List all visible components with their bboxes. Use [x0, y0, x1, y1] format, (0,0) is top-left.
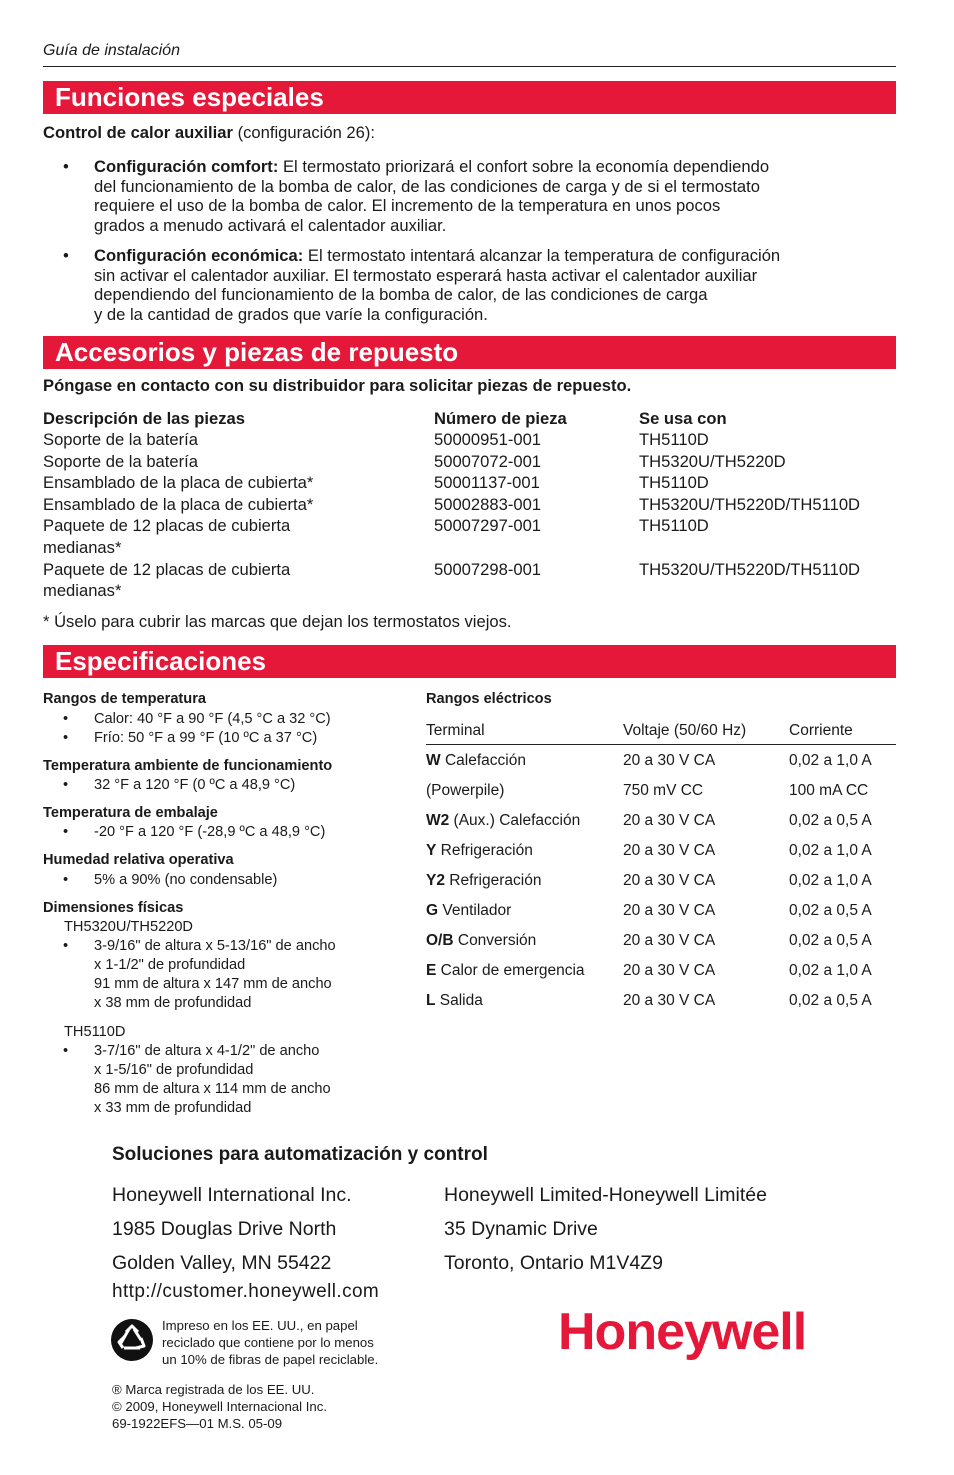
address-line: Toronto, Ontario M1V4Z9 — [444, 1252, 663, 1274]
aux-heat-label: Control de calor auxiliar — [43, 123, 233, 142]
legal-line: ® Marca registrada de los EE. UU. — [112, 1382, 315, 1397]
part-desc: Ensamblado de la placa de cubierta* — [43, 494, 314, 514]
table-row — [426, 992, 896, 1022]
bullet-dot: • — [63, 777, 69, 793]
elec-current: 0,02 a 1,0 A — [789, 962, 872, 979]
parts-header-usedwith: Se usa con — [639, 409, 727, 428]
dim-line: 86 mm de altura x 114 mm de ancho — [94, 1081, 331, 1097]
table-row — [426, 962, 896, 992]
elec-terminal — [426, 842, 533, 860]
bullet-comfort — [94, 157, 899, 235]
elec-key: W2 — [426, 812, 450, 829]
elec-header-divider — [426, 744, 896, 745]
honeywell-logo: Honeywell — [558, 1303, 807, 1361]
elec-voltage: 750 mV CC — [623, 782, 704, 799]
part-desc: Soporte de la batería — [43, 430, 198, 449]
elec-terminal — [426, 812, 580, 830]
bullet-economica-line: El termostato intentará alcanzar la temperatura de configuración — [303, 246, 781, 265]
elec-label: Refrigeración — [444, 872, 542, 889]
spec-model-1: TH5320U/TH5220D — [64, 919, 193, 935]
table-row — [426, 902, 896, 932]
part-number: 50007298-001 — [434, 559, 542, 579]
bullet-economica-label: Configuración económica: — [94, 246, 304, 265]
elec-voltage: 20 a 30 V CA — [623, 812, 716, 829]
table-row — [426, 752, 896, 782]
part-desc: medianas* — [43, 581, 122, 601]
elec-terminal — [426, 782, 504, 800]
table-row — [426, 932, 896, 962]
spec-model-2-dims — [94, 1042, 331, 1118]
elec-label: Conversión — [453, 932, 537, 949]
spec-temp-list — [94, 710, 331, 748]
spec-dim-title: Dimensiones físicas — [43, 900, 184, 916]
parts-table — [43, 429, 903, 602]
bullet-dot: • — [63, 157, 69, 176]
elec-header-current: Corriente — [789, 722, 853, 739]
section-accesorios-title: Accesorios y piezas de repuesto — [43, 336, 896, 369]
table-row — [43, 494, 903, 516]
spec-amb-title: Temperatura ambiente de funcionamiento — [43, 758, 333, 774]
part-number: 50007072-001 — [434, 451, 542, 471]
table-row — [43, 559, 903, 581]
elec-label: (Aux.) Calefacción — [449, 812, 581, 829]
part-number: 50002883-001 — [434, 494, 542, 514]
elec-label: Calor de emergencia — [436, 962, 585, 979]
bullet-dot: • — [63, 824, 69, 840]
elec-table — [426, 752, 896, 1022]
dim-line: 3-7/16" de altura x 4-1/2" de ancho — [94, 1043, 320, 1059]
table-row — [43, 451, 903, 473]
recycled-line: reciclado que contiene por lo menos — [162, 1335, 374, 1350]
part-desc: Ensamblado de la placa de cubierta* — [43, 473, 314, 493]
part-desc: Soporte de la batería — [43, 451, 198, 471]
elec-current: 0,02 a 0,5 A — [789, 992, 872, 1009]
elec-current: 0,02 a 0,5 A — [789, 902, 872, 919]
legal-line: 69-1922EFS—01 M.S. 05-09 — [112, 1416, 283, 1431]
part-usedwith: TH5320U/TH5220D — [639, 451, 786, 471]
bullet-comfort-line: requiere el uso de la bomba de calor. El incremento de la temperatura en unos pocos — [94, 196, 721, 215]
elec-label: Ventilador — [438, 902, 512, 919]
elec-key: Y2 — [426, 872, 445, 889]
part-usedwith: TH5110D — [639, 430, 709, 449]
spec-emb-title: Temperatura de embalaje — [43, 805, 218, 821]
elec-current: 0,02 a 0,5 A — [789, 932, 872, 949]
elec-current: 0,02 a 0,5 A — [789, 812, 872, 829]
recycle-icon — [110, 1318, 154, 1362]
elec-key: W — [426, 752, 441, 769]
elec-label: (Powerpile) — [426, 782, 505, 799]
part-desc: Paquete de 12 placas de cubierta — [43, 559, 291, 579]
spec-hum-title: Humedad relativa operativa — [43, 852, 234, 868]
elec-label: Calefacción — [440, 752, 526, 769]
elec-terminal — [426, 872, 541, 890]
bullet-dot: • • — [63, 711, 69, 746]
section-funciones-title: Funciones especiales — [43, 81, 896, 114]
elec-header-terminal: Terminal — [426, 722, 485, 739]
bullet-economica-line: dependiendo del funcionamiento de la bomba de calor, de las condiciones de carga — [94, 285, 708, 304]
parts-header-number: Número de pieza — [434, 409, 567, 428]
bullet-economica — [94, 246, 899, 324]
address-canada — [444, 1178, 767, 1280]
part-number: 50001137-001 — [434, 473, 540, 493]
elec-key: L — [426, 992, 436, 1009]
elec-voltage: 20 a 30 V CA — [623, 992, 716, 1009]
header-divider — [43, 66, 896, 67]
elec-voltage: 20 a 30 V CA — [623, 752, 716, 769]
part-usedwith: TH5110D — [639, 516, 709, 536]
dim-line: 91 mm de altura x 147 mm de ancho — [94, 976, 332, 992]
address-line: 1985 Douglas Drive North — [112, 1218, 337, 1240]
dim-line: 3-9/16" de altura x 5-13/16" de ancho — [94, 938, 336, 954]
part-desc: medianas* — [43, 537, 122, 557]
elec-current: 0,02 a 1,0 A — [789, 872, 872, 889]
bullet-comfort-line: del funcionamiento de la bomba de calor, de las condiciones de carga y de si el termostato — [94, 176, 760, 196]
section-especificaciones-title: Especificaciones — [43, 645, 896, 678]
address-line: 35 Dynamic Drive — [444, 1218, 598, 1240]
elec-label: Salida — [435, 992, 483, 1009]
elec-key: E — [426, 962, 437, 979]
dim-line: x 1-1/2" de profundidad — [94, 957, 246, 973]
dim-line: x 38 mm de profundidad — [94, 995, 252, 1011]
elec-terminal — [426, 932, 536, 950]
legal-note — [112, 1381, 327, 1432]
recycled-line: un 10% de fibras de papel reciclable. — [162, 1352, 379, 1367]
part-usedwith: TH5110D — [639, 473, 709, 493]
part-usedwith: TH5320U/TH5220D/TH5110D — [639, 559, 861, 579]
elec-voltage: 20 a 30 V CA — [623, 872, 716, 889]
elec-voltage: 20 a 30 V CA — [623, 962, 716, 979]
table-row — [426, 782, 896, 812]
elec-key: Y — [426, 842, 437, 859]
elec-current: 0,02 a 1,0 A — [789, 842, 872, 859]
aux-heat-intro — [43, 123, 375, 143]
elec-header-voltage: Voltaje (50/60 Hz) — [623, 722, 747, 739]
bullet-comfort-label: Configuración comfort: — [94, 157, 279, 176]
parts-header-desc: Descripción de las piezas — [43, 409, 245, 428]
bullet-dot: • — [63, 1043, 69, 1059]
contact-note: Póngase en contacto con su distribuidor para solicitar piezas de repuesto. — [43, 376, 632, 395]
table-row — [426, 842, 896, 872]
aux-heat-config: (configuración 26): — [232, 123, 375, 142]
address-us — [112, 1178, 352, 1280]
part-desc: Paquete de 12 placas de cubierta — [43, 516, 291, 536]
bullet-economica-line: y de la cantidad de grados que varíe la configuración. — [94, 304, 488, 324]
address-line: Honeywell Limited-Honeywell Limitée — [444, 1184, 767, 1206]
elec-voltage: 20 a 30 V CA — [623, 932, 716, 949]
address-line: Golden Valley, MN 55422 — [112, 1252, 332, 1274]
dim-line: x 1-5/16" de profundidad — [94, 1062, 254, 1078]
elec-current: 0,02 a 1,0 A — [789, 752, 872, 769]
bullet-comfort-line: El termostato priorizará el confort sobre la economía dependiendo — [278, 157, 770, 176]
elec-title: Rangos eléctricos — [426, 691, 552, 707]
elec-label: Refrigeración — [436, 842, 533, 859]
elec-key: O/B — [426, 932, 454, 949]
part-number: 50007297-001 — [434, 516, 542, 536]
spec-amb-item: 32 °F a 120 °F (0 ºC a 48,9 °C) — [94, 777, 296, 793]
footer-solutions: Soluciones para automatización y control — [112, 1144, 488, 1165]
bullet-comfort-line: grados a menudo activará el calentador auxiliar. — [94, 215, 447, 235]
table-row — [43, 580, 903, 602]
elec-voltage: 20 a 30 V CA — [623, 842, 716, 859]
table-row — [43, 472, 903, 494]
spec-emb-item: -20 °F a 120 °F (-28,9 ºC a 48,9 °C) — [94, 824, 326, 840]
spec-temp-title: Rangos de temperatura — [43, 691, 207, 707]
parts-footnote: * Úselo para cubrir las marcas que dejan los termostatos viejos. — [43, 612, 512, 631]
guide-title: Guía de instalación — [43, 42, 180, 59]
table-row — [426, 872, 896, 902]
bullet-dot: • — [63, 938, 69, 954]
elec-terminal — [426, 992, 483, 1010]
elec-current: 100 mA CC — [789, 782, 869, 799]
bullet-economica-line: sin activar el calentador auxiliar. El termostato esperará hasta activar el calentador auxiliar — [94, 265, 758, 285]
elec-key: G — [426, 902, 439, 919]
bullet-dot: • — [63, 872, 69, 888]
table-row — [43, 537, 903, 559]
table-row — [43, 515, 903, 537]
dim-line: x 33 mm de profundidad — [94, 1100, 252, 1116]
table-row — [426, 812, 896, 842]
elec-terminal — [426, 902, 511, 920]
recycled-note — [162, 1317, 378, 1368]
elec-voltage: 20 a 30 V CA — [623, 902, 716, 919]
legal-line: © 2009, Honeywell Internacional Inc. — [112, 1399, 327, 1414]
website-link[interactable]: http://customer.honeywell.com — [112, 1281, 380, 1302]
spec-temp-item: Frío: 50 °F a 99 °F (10 ºC a 37 °C) — [94, 730, 318, 746]
elec-terminal — [426, 752, 526, 770]
table-row — [43, 429, 903, 451]
bullet-dot: • — [63, 246, 69, 265]
spec-temp-item: Calor: 40 °F a 90 °F (4,5 °C a 32 °C) — [94, 711, 331, 727]
recycled-line: Impreso en los EE. UU., en papel — [162, 1318, 358, 1333]
spec-model-2: TH5110D — [64, 1024, 126, 1040]
address-line: Honeywell International Inc. — [112, 1184, 352, 1206]
spec-model-1-dims — [94, 937, 336, 1013]
part-number: 50000951-001 — [434, 430, 542, 449]
spec-hum-item: 5% a 90% (no condensable) — [94, 872, 278, 888]
part-usedwith: TH5320U/TH5220D/TH5110D — [639, 494, 861, 514]
elec-terminal — [426, 962, 585, 980]
